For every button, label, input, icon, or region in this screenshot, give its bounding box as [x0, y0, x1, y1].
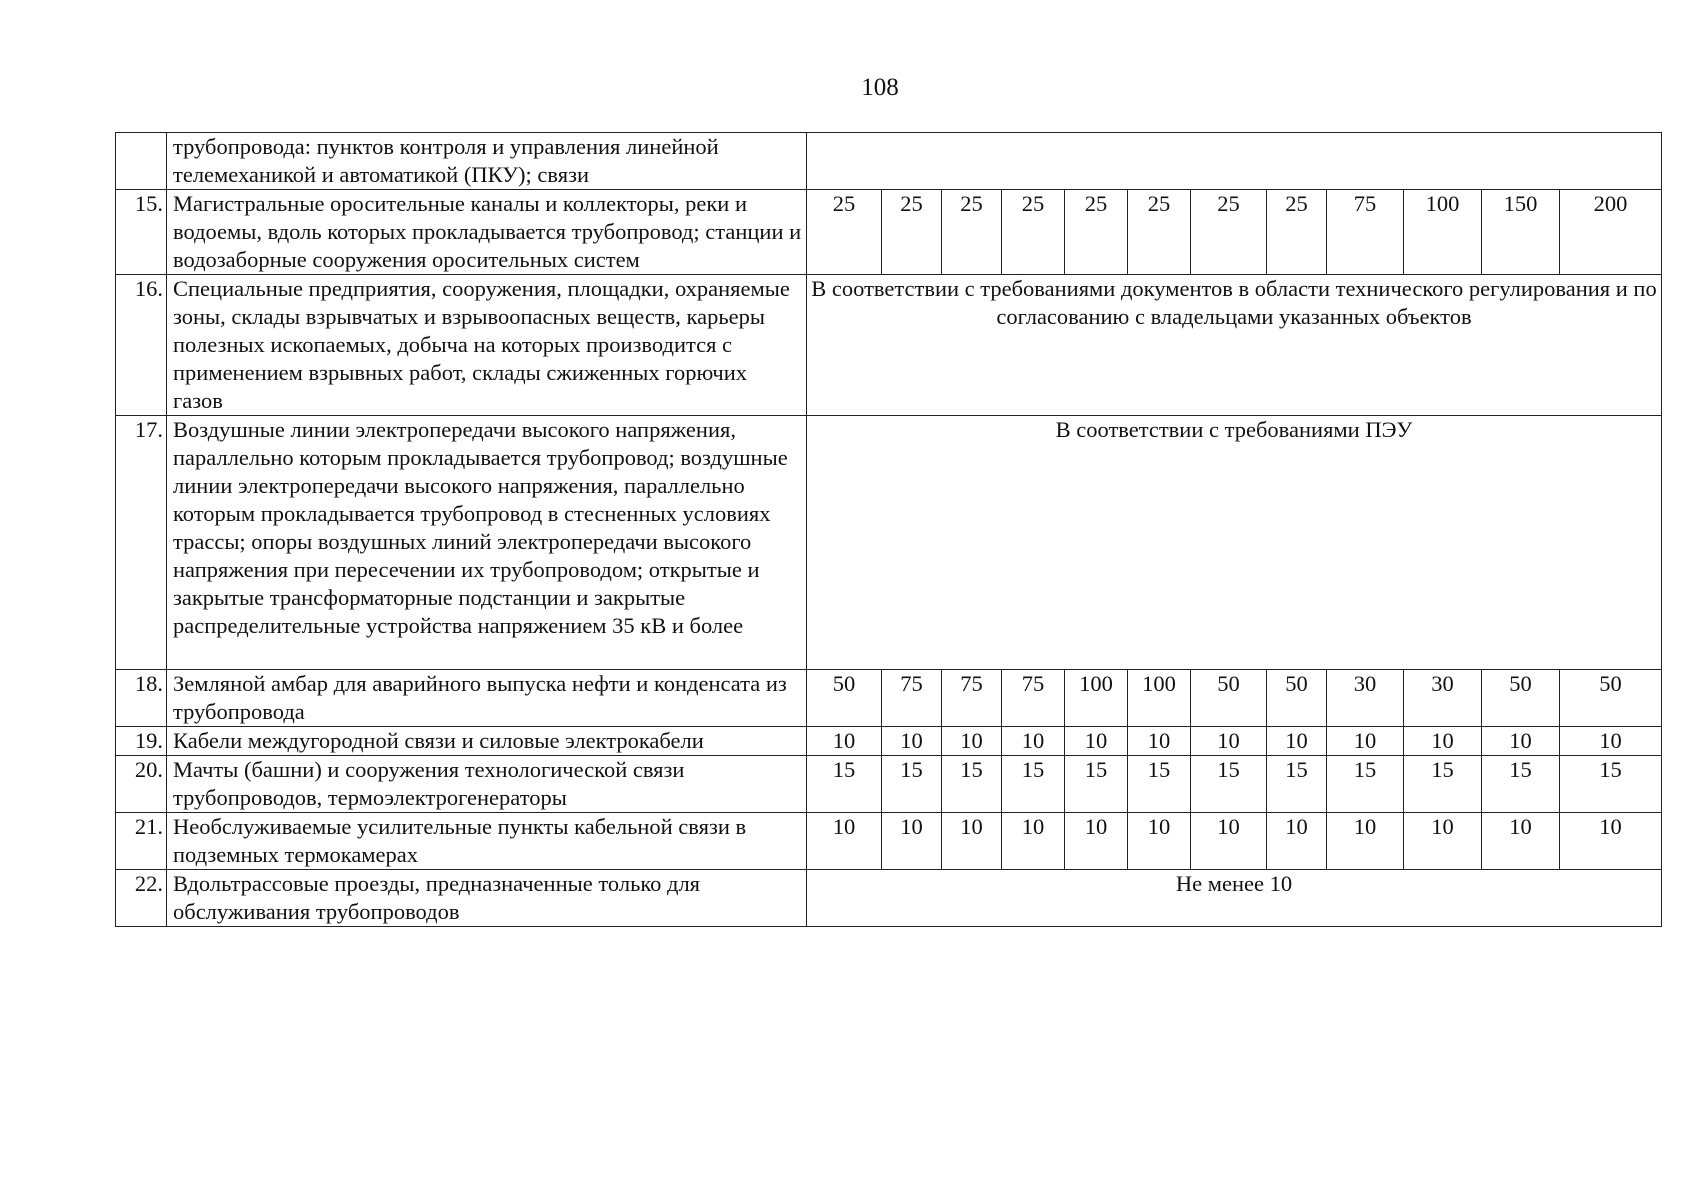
- row-description: Специальные предприятия, сооружения, площадки, охраняемые зоны, склады взрывчатых и взрывоопасных веществ, карьеры полезных ископаемых, добыча на которых производится с применением взрывных работ, склады сжиженных горючих газов: [167, 275, 807, 416]
- row-number: 15.: [116, 190, 167, 275]
- row-number: 21.: [116, 813, 167, 870]
- value-cell: 50: [1267, 670, 1327, 727]
- value-cell: 15: [1560, 756, 1662, 813]
- value-cell: 10: [1065, 727, 1128, 756]
- table-row: [116, 727, 1662, 756]
- row-number: 19.: [116, 727, 167, 756]
- value-cell: 75: [942, 670, 1002, 727]
- value-cell: 10: [1560, 813, 1662, 870]
- value-cell: 15: [942, 756, 1002, 813]
- row-number: 18.: [116, 670, 167, 727]
- value-cell: 15: [1327, 756, 1404, 813]
- value-cell: 15: [882, 756, 942, 813]
- row-description: Воздушные линии электропередачи высокого напряжения, параллельно которым прокладывается трубопровод; воздушные линии электропередачи высокого напряжения, параллельно которым прокладывается трубопровод в стесненных условиях трассы; опоры воздушных линий электропередачи высокого напряжения при пересечении их трубопроводом; открытые и закрытые трансформаторные подстанции и закрытые распределительные устройства напряжением 35 кВ и более: [167, 416, 807, 670]
- row-number: 20.: [116, 756, 167, 813]
- value-cell: 30: [1327, 670, 1404, 727]
- table-row: [116, 190, 1662, 275]
- value-cell: 10: [1560, 727, 1662, 756]
- value-cell: 15: [1065, 756, 1128, 813]
- row-description: Мачты (башни) и сооружения технологической связи трубопроводов, термоэлектрогенераторы: [167, 756, 807, 813]
- value-cell: 50: [1191, 670, 1267, 727]
- value-cell: 10: [1191, 813, 1267, 870]
- row-number: [116, 133, 167, 190]
- row-number: 16.: [116, 275, 167, 416]
- value-cell: 10: [807, 813, 882, 870]
- value-cell: 75: [882, 670, 942, 727]
- value-cell: 100: [1065, 670, 1128, 727]
- value-cell: 10: [1002, 727, 1065, 756]
- value-cell: 15: [1128, 756, 1191, 813]
- value-cell: 15: [1267, 756, 1327, 813]
- value-cell: 50: [1482, 670, 1560, 727]
- value-cell: 10: [1128, 813, 1191, 870]
- value-cell: 15: [1002, 756, 1065, 813]
- value-cell: 25: [1128, 190, 1191, 275]
- table-row: [116, 756, 1662, 813]
- value-cell: 10: [807, 727, 882, 756]
- distance-requirements-table: [115, 132, 1662, 927]
- table-row: [116, 275, 1662, 416]
- page-number: 108: [861, 74, 899, 101]
- row-merged-value: В соответствии с требованиями ПЭУ: [807, 416, 1662, 670]
- row-description: Необслуживаемые усилительные пункты кабельной связи в подземных термокамерах: [167, 813, 807, 870]
- value-cell: 30: [1404, 670, 1482, 727]
- value-cell: 10: [1065, 813, 1128, 870]
- value-cell: 25: [882, 190, 942, 275]
- value-cell: 75: [1327, 190, 1404, 275]
- value-cell: 25: [1065, 190, 1128, 275]
- value-cell: 50: [1560, 670, 1662, 727]
- value-cell: 10: [882, 813, 942, 870]
- value-cell: 10: [1267, 727, 1327, 756]
- value-cell: 10: [1191, 727, 1267, 756]
- value-cell: 50: [807, 670, 882, 727]
- value-cell: 100: [1404, 190, 1482, 275]
- value-cell: 10: [1482, 727, 1560, 756]
- value-cell: 25: [1191, 190, 1267, 275]
- table-row: [116, 416, 1662, 670]
- value-cell: 25: [807, 190, 882, 275]
- row-description: Вдольтрассовые проезды, предназначенные только для обслуживания трубопроводов: [167, 870, 807, 927]
- row-description: Кабели междугородной связи и силовые электрокабели: [167, 727, 807, 756]
- value-cell: 10: [1404, 727, 1482, 756]
- value-cell: 10: [942, 813, 1002, 870]
- row-number: 22.: [116, 870, 167, 927]
- row-number: 17.: [116, 416, 167, 670]
- value-cell: 15: [1191, 756, 1267, 813]
- table-row: [116, 870, 1662, 927]
- table-row: [116, 133, 1662, 190]
- value-cell: 15: [1404, 756, 1482, 813]
- value-cell: 10: [1482, 813, 1560, 870]
- value-cell: 10: [882, 727, 942, 756]
- row-merged-value: Не менее 10: [807, 870, 1662, 927]
- row-description: трубопровода: пунктов контроля и управления линейной телемеханикой и автоматикой (ПКУ); связи: [167, 133, 807, 190]
- value-cell: 15: [1482, 756, 1560, 813]
- value-cell: 150: [1482, 190, 1560, 275]
- row-description: Земляной амбар для аварийного выпуска нефти и конденсата из трубопровода: [167, 670, 807, 727]
- value-cell: 10: [1267, 813, 1327, 870]
- value-cell: 10: [942, 727, 1002, 756]
- table-row: [116, 813, 1662, 870]
- value-cell: 25: [1002, 190, 1065, 275]
- value-cell: 10: [1327, 727, 1404, 756]
- value-cell: 100: [1128, 670, 1191, 727]
- value-cell: 75: [1002, 670, 1065, 727]
- value-cell: 25: [942, 190, 1002, 275]
- value-cell: 10: [1128, 727, 1191, 756]
- row-merged-value: [807, 133, 1662, 190]
- row-merged-value: В соответствии с требованиями документов в области технического регулирования и по согласованию с владельцами указанных объектов: [807, 275, 1662, 416]
- value-cell: 15: [807, 756, 882, 813]
- value-cell: 10: [1404, 813, 1482, 870]
- value-cell: 10: [1327, 813, 1404, 870]
- value-cell: 10: [1002, 813, 1065, 870]
- row-description: Магистральные оросительные каналы и коллекторы, реки и водоемы, вдоль которых прокладывается трубопровод; станции и водозаборные сооружения оросительных систем: [167, 190, 807, 275]
- table-row: [116, 670, 1662, 727]
- value-cell: 200: [1560, 190, 1662, 275]
- value-cell: 25: [1267, 190, 1327, 275]
